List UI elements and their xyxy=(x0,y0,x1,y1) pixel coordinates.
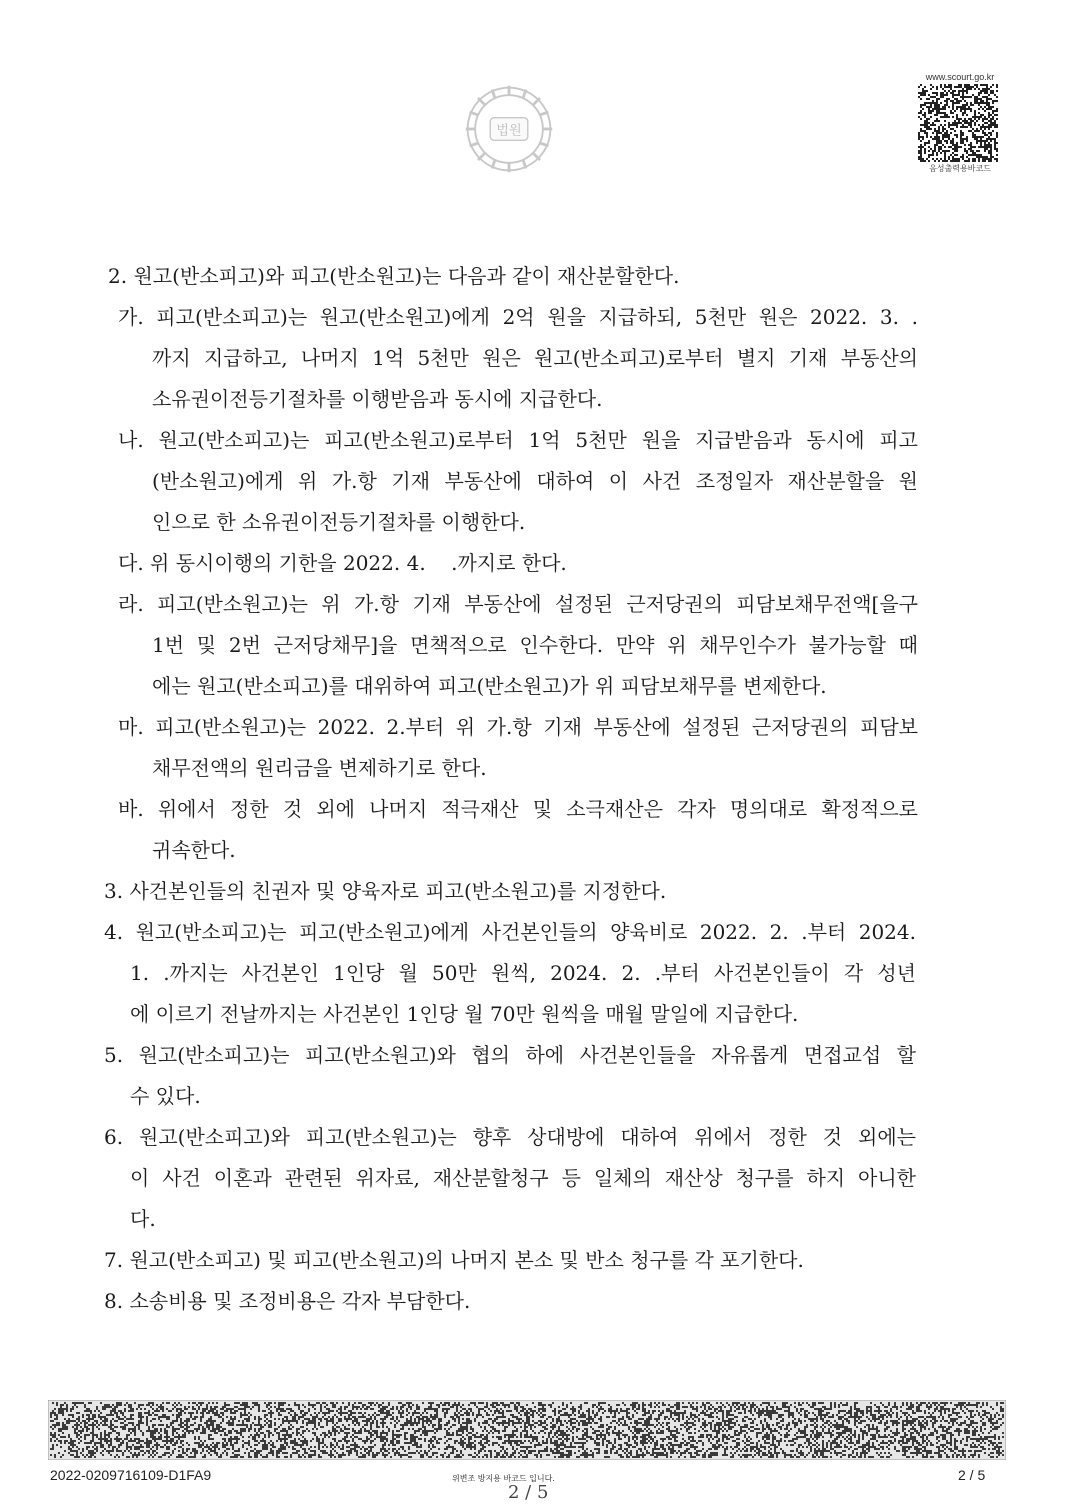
item-2-ga-line-2: 까지 지급하고, 나머지 1억 5천만 원은 원고(반소피고)로부터 별지 기재 부동산의 xyxy=(152,346,918,370)
qr-caption: 음성출력용바코드 xyxy=(929,164,991,173)
item-4-line-1: 4. 원고(반소피고)는 피고(반소원고)에게 사건본인들의 양육비로 2022. 2. .부터 2024. xyxy=(104,920,916,944)
item-2-ra-line-1: 라. 피고(반소원고)는 위 가.항 기재 부동산에 설정된 근저당권의 피담보채무전액[을구 xyxy=(118,592,918,616)
item-2-ba-line-1: 바. 위에서 정한 것 외에 나머지 적극재산 및 소극재산은 각자 명의대로 확정적으로 xyxy=(118,797,918,821)
court-seal-emblem xyxy=(462,82,556,176)
item-2-ra-line-2: 1번 및 2번 근저당채무]을 면책적으로 인수한다. 만약 위 채무인수가 불가능할 때 xyxy=(152,633,918,657)
item-4-line-3: 에 이르기 전날까지는 사건본인 1인당 월 70만 원씩을 매월 말일에 지급한다. xyxy=(130,1002,799,1026)
item-5-line-1: 5. 원고(반소피고)는 피고(반소원고)와 협의 하에 사건본인들을 자유롭게 면접교섭 할 xyxy=(104,1043,916,1067)
item-7-line: 7. 원고(반소피고) 및 피고(반소원고)의 나머지 본소 및 반소 청구를 각 포기한다. xyxy=(104,1248,804,1272)
item-2-ra-line-3: 에는 원고(반소피고)를 대위하여 피고(반소원고)가 위 피담보채무를 변제한다. xyxy=(152,674,827,698)
item-2-ma-line-2: 채무전액의 원리금을 변제하기로 한다. xyxy=(152,756,487,780)
page-number: 2 / 5 xyxy=(958,1467,986,1483)
item-2-ma-line-1: 마. 피고(반소원고)는 2022. 2.부터 위 가.항 기재 부동산에 설정된 근저당권의 피담보 xyxy=(118,715,918,739)
document-id: 2022-0209716109-D1FA9 xyxy=(50,1467,212,1483)
court-url: www.scourt.go.kr xyxy=(925,72,995,82)
barcode-notice: 위변조 방지용 바코드 입니다. xyxy=(452,1474,555,1483)
item-4-line-2: 1. .까지는 사건본인 1인당 월 50만 원씩, 2024. 2. .부터 사건본인들이 각 성년 xyxy=(130,961,916,985)
item-3-line: 3. 사건본인들의 친권자 및 양육자로 피고(반소원고)를 지정한다. xyxy=(104,879,667,903)
qr-code-icon xyxy=(918,84,998,162)
item-2-ba-line-2: 귀속한다. xyxy=(152,838,236,862)
item-8-line: 8. 소송비용 및 조정비용은 각자 부담한다. xyxy=(104,1289,471,1313)
item-6-line-3: 다. xyxy=(130,1207,156,1231)
item-2-na-line-1: 나. 원고(반소피고)는 피고(반소원고)로부터 1억 5천만 원을 지급받음과 동시에 피고 xyxy=(118,428,918,452)
seal-label: 법원 xyxy=(496,123,522,139)
item-2-na-line-3: 인으로 한 소유권이전등기절차를 이행한다. xyxy=(152,510,526,534)
item-2-na-line-2: (반소원고)에게 위 가.항 기재 부동산에 대하여 이 사건 조정일자 재산분할을 원 xyxy=(152,469,918,493)
page-number-stamp: 2 / 5 xyxy=(508,1482,549,1503)
item-2-da-line: 다. 위 동시이행의 기한을 2022. 4. .까지로 한다. xyxy=(118,551,567,575)
item-5-line-2: 수 있다. xyxy=(130,1084,201,1108)
anti-forgery-barcode xyxy=(48,1400,1006,1460)
item-6-line-2: 이 사건 이혼과 관련된 위자료, 재산분할청구 등 일체의 재산상 청구를 하지 아니한 xyxy=(130,1166,916,1190)
item-6-line-1: 6. 원고(반소피고)와 피고(반소원고)는 향후 상대방에 대하여 위에서 정한 것 외에는 xyxy=(104,1125,916,1149)
item-2-line: 2. 원고(반소피고)와 피고(반소원고)는 다음과 같이 재산분할한다. xyxy=(108,264,680,288)
item-2-ga-line-3: 소유권이전등기절차를 이행받음과 동시에 지급한다. xyxy=(152,387,603,411)
item-2-ga-line-1: 가. 피고(반소피고)는 원고(반소원고)에게 2억 원을 지급하되, 5천만 원은 2022. 3. . xyxy=(118,305,918,329)
